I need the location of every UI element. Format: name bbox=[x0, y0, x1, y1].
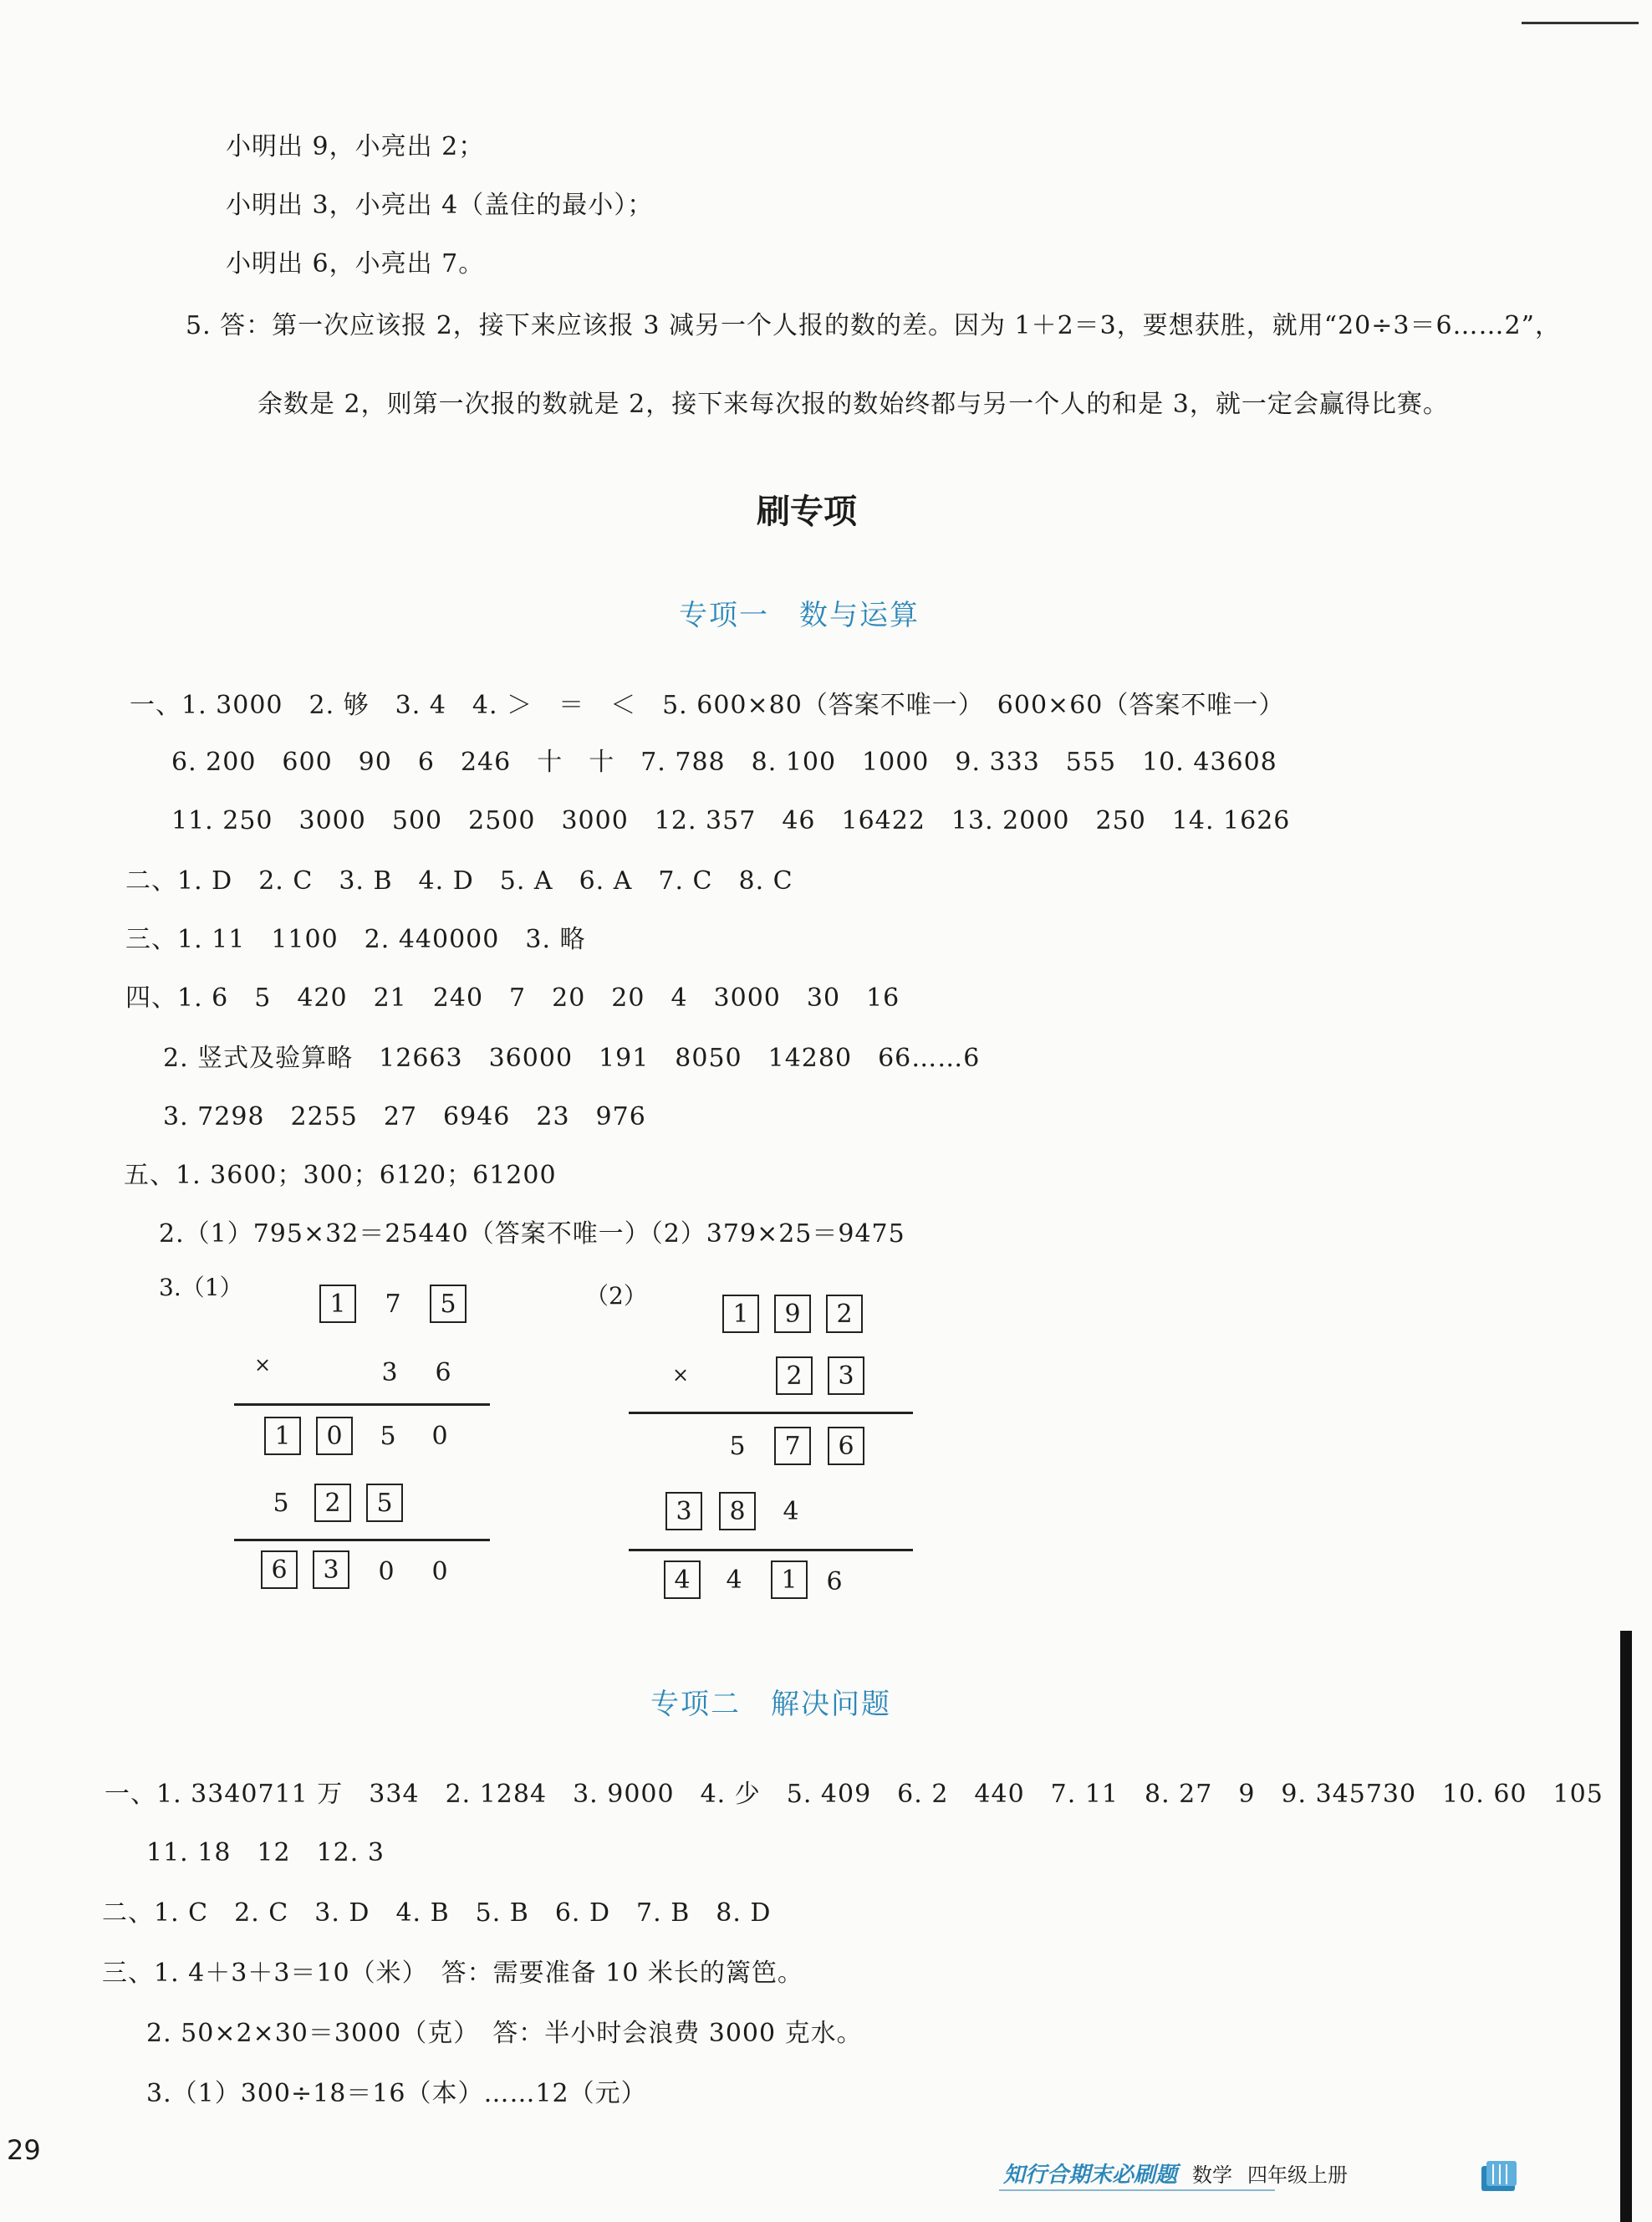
answer-5-line2: 余数是 2，则第一次报的数就是 2，接下来每次报的数始终都与另一个人的和是 3，就一定会赢得比赛。 bbox=[257, 390, 1449, 419]
digit-box: 5 bbox=[366, 1484, 403, 1522]
digit: 5 bbox=[729, 1432, 746, 1461]
s1-line: 2.（1）795×32＝25440（答案不唯一）（2）379×25＝9475 bbox=[159, 1219, 905, 1249]
answer-5-line1: 5. 答：第一次应该报 2，接下来应该报 3 减另一个人报的数的差。因为 1＋2＝3，要想获胜，就用“20÷3＝6……2”， bbox=[186, 311, 1561, 340]
digit: 0 bbox=[431, 1557, 448, 1586]
s1-line: 6. 200 600 90 6 246 十 十 7. 788 8. 100 1000 9. 333 555 10. 43608 bbox=[171, 748, 1277, 777]
intro-line: 小明出 3，小亮出 4（盖住的最小）； bbox=[226, 191, 654, 220]
footer-brand: 知行合期末必刷题 bbox=[1003, 2162, 1178, 2188]
s2-line: 2. 50×2×30＝3000（克） 答：半小时会浪费 3000 克水。 bbox=[146, 2019, 863, 2048]
s2-line: 11. 18 12 12. 3 bbox=[146, 1838, 385, 1867]
digit-box: 3 bbox=[665, 1492, 702, 1530]
calc-rule bbox=[234, 1539, 490, 1541]
digit-box: 9 bbox=[774, 1295, 811, 1333]
digit: 3 bbox=[381, 1358, 398, 1387]
digit: 4 bbox=[783, 1497, 799, 1526]
footer-underline bbox=[999, 2189, 1275, 2191]
digit: 5 bbox=[273, 1489, 289, 1518]
digit-box: 8 bbox=[719, 1492, 756, 1530]
digit-box: 6 bbox=[828, 1427, 864, 1465]
calc-rule bbox=[234, 1403, 490, 1406]
s2-line: 3.（1）300÷18＝16（本）……12（元） bbox=[146, 2079, 647, 2108]
intro-line: 小明出 6，小亮出 7。 bbox=[226, 249, 485, 278]
digit: 0 bbox=[431, 1422, 448, 1451]
q3-label-2: （2） bbox=[585, 1282, 647, 1310]
footer-grade: 四年级上册 bbox=[1247, 2163, 1349, 2187]
digit: 6 bbox=[435, 1358, 451, 1387]
digit-box: 2 bbox=[826, 1295, 863, 1333]
digit-box: 2 bbox=[314, 1484, 351, 1522]
s1-line: 三、1. 11 1100 2. 440000 3. 略 bbox=[125, 925, 586, 954]
digit-box: 6 bbox=[261, 1550, 298, 1589]
times-sign: × bbox=[671, 1363, 690, 1387]
section2-title: 专项二 解决问题 bbox=[650, 1688, 891, 1721]
intro-line: 小明出 9，小亮出 2； bbox=[226, 132, 485, 161]
calc-rule bbox=[629, 1412, 913, 1414]
digit-box: 3 bbox=[313, 1550, 349, 1589]
calc-rule bbox=[629, 1549, 913, 1551]
digit-box: 5 bbox=[430, 1285, 467, 1323]
section1-title: 专项一 数与运算 bbox=[679, 599, 920, 632]
digit-box: 1 bbox=[264, 1417, 301, 1455]
s2-line: 三、1. 4＋3＋3＝10（米） 答：需要准备 10 米长的篱笆。 bbox=[102, 1959, 803, 1988]
digit: 7 bbox=[385, 1290, 401, 1319]
binding-edge bbox=[1620, 1631, 1632, 2222]
footer-subject: 数学 bbox=[1192, 2163, 1233, 2187]
digit-box: 3 bbox=[828, 1356, 864, 1395]
s2-line: 二、1. C 2. C 3. D 4. B 5. B 6. D 7. B 8. D bbox=[102, 1898, 772, 1928]
s2-line: 一、1. 3340711 万 334 2. 1284 3. 9000 4. 少 5. 409 6. 2 440 7. 11 8. 27 9 9. 345730 10. 60 105 bbox=[105, 1780, 1604, 1809]
digit: 0 bbox=[378, 1557, 395, 1586]
s1-line: 二、1. D 2. C 3. B 4. D 5. A 6. A 7. C 8. C bbox=[125, 866, 793, 896]
times-sign: × bbox=[253, 1353, 272, 1377]
s1-line: 2. 竖式及验算略 12663 36000 191 8050 14280 66……6 bbox=[163, 1044, 981, 1073]
s1-line: 3. 7298 2255 27 6946 23 976 bbox=[163, 1102, 646, 1131]
digit-box: 4 bbox=[664, 1561, 701, 1599]
digit: 5 bbox=[380, 1422, 396, 1451]
top-rule bbox=[1522, 22, 1639, 24]
s1-line: 四、1. 6 5 420 21 240 7 20 20 4 3000 30 16 bbox=[125, 983, 900, 1013]
q3-label-1: 3.（1） bbox=[159, 1274, 243, 1301]
digit: 4 bbox=[726, 1566, 742, 1595]
footer bbox=[1003, 2156, 1348, 2189]
page-number: 29 bbox=[7, 2134, 41, 2166]
digit-box: 1 bbox=[722, 1295, 759, 1333]
s1-line: 五、1. 3600；300；6120；61200 bbox=[124, 1161, 557, 1190]
digit-box: 0 bbox=[316, 1417, 353, 1455]
digit-box: 1 bbox=[319, 1285, 356, 1323]
s1-line: 11. 250 3000 500 2500 3000 12. 357 46 16422 13. 2000 250 14. 1626 bbox=[171, 806, 1291, 835]
book-stack-icon bbox=[1478, 2158, 1520, 2194]
digit-box: 7 bbox=[774, 1427, 811, 1465]
digit-box: 2 bbox=[776, 1356, 813, 1395]
digit-box: 1 bbox=[771, 1561, 808, 1599]
s1-line: 一、1. 3000 2. 够 3. 4 4. ＞ ＝ ＜ 5. 600×80（答案不唯一） 600×60（答案不唯一） bbox=[130, 691, 1285, 720]
main-title: 刷专项 bbox=[757, 493, 857, 531]
digit: 6 bbox=[826, 1567, 843, 1596]
